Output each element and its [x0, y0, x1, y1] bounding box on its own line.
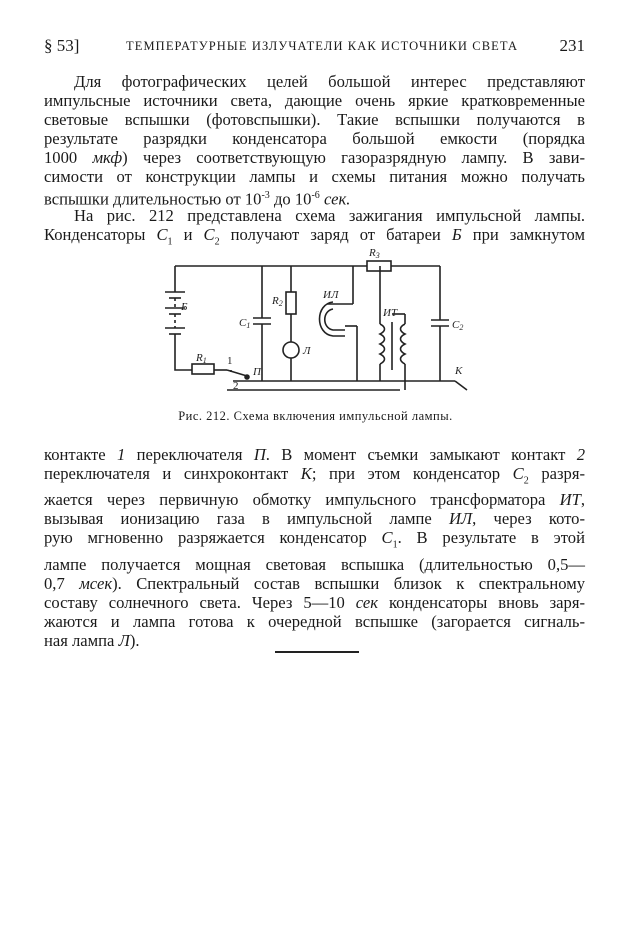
running-title: ТЕМПЕРАТУРНЫЕ ИЗЛУЧАТЕЛИ КАК ИСТОЧНИКИ СВЕТА	[126, 39, 519, 53]
label-c1: C1	[239, 317, 251, 330]
section-end-rule	[275, 651, 359, 653]
page-number: 231	[559, 36, 585, 55]
text-line: Для фотографических целей большой интерес представляют	[74, 72, 585, 91]
label-switch: П	[253, 366, 261, 378]
paragraph-1	[44, 72, 585, 209]
text-line: жаются и лампа готова к очередной вспышке (загорается сигналь-	[44, 611, 585, 631]
section-number: § 53]	[44, 36, 80, 55]
text-line: ная лампа Л).	[44, 630, 140, 650]
text-line: контакте 1 переключателя П. В момент съемки замыкают контакт 2	[44, 445, 586, 464]
label-r1: R1	[196, 352, 207, 365]
label-it: ИТ	[383, 307, 398, 319]
circuit-diagram	[155, 244, 475, 399]
text-line: световые вспышки (фотовспышки). Такие вспышки получаются в	[44, 110, 585, 129]
text-line: лампе получается мощная световая вспышка (длительностью 0,5—	[44, 554, 585, 574]
text-line: 1000 мкф) через соответствующую газоразрядную лампу. В зави-	[44, 148, 585, 167]
text-line: импульсные источники света, дающие очень яркие кратковременные	[44, 91, 585, 110]
text-line: вызывая ионизацию газа в импульсной лампе ИЛ, через кото-	[44, 509, 586, 529]
text-line: составу солнечного света. Через 5—10 сек конденсаторы вновь заря-	[44, 592, 585, 612]
label-contact-1: 1	[227, 355, 233, 367]
text-line: результате разрядки конденсатора большой емкости (порядка	[44, 129, 585, 148]
label-c2: C2	[452, 319, 464, 332]
text-line: жается через первичную обмотку импульсного трансформатора ИТ,	[44, 490, 585, 510]
text-line: переключателя и синхроконтакт К; при этом конденсатор $C_2$ разря-	[44, 464, 585, 487]
text-line: Конденсаторы $C_1$ и $C_2$ получают заряд от батареи Б при замкнутом	[44, 225, 585, 248]
label-contact: К	[455, 365, 463, 377]
label-lamp: Л	[303, 345, 311, 357]
label-battery: Б	[181, 301, 188, 313]
label-r3: R3	[369, 247, 380, 260]
text-line: рую мгновенно разряжается конденсатор $C_1$. В результате в этой	[44, 528, 585, 551]
running-header	[44, 36, 585, 58]
figure-caption: Рис. 212. Схема включения импульсной лампы.	[178, 409, 453, 423]
label-r2: R2	[272, 295, 283, 308]
label-il: ИЛ	[323, 289, 339, 301]
text-line: На рис. 212 представлена схема зажигания импульсной лампы.	[74, 206, 585, 225]
label-contact-2: 2	[233, 380, 239, 392]
text-line: вспышки длительностью от $10^{-3}$ до $10^{-6}$ сек.	[44, 189, 351, 209]
paragraph-3	[44, 445, 585, 650]
text-line: 0,7 мсек). Спектральный состав вспышки близок к спектральному	[44, 573, 586, 593]
text-line: симости от конструкции лампы и схемы питания можно получать	[44, 167, 585, 186]
